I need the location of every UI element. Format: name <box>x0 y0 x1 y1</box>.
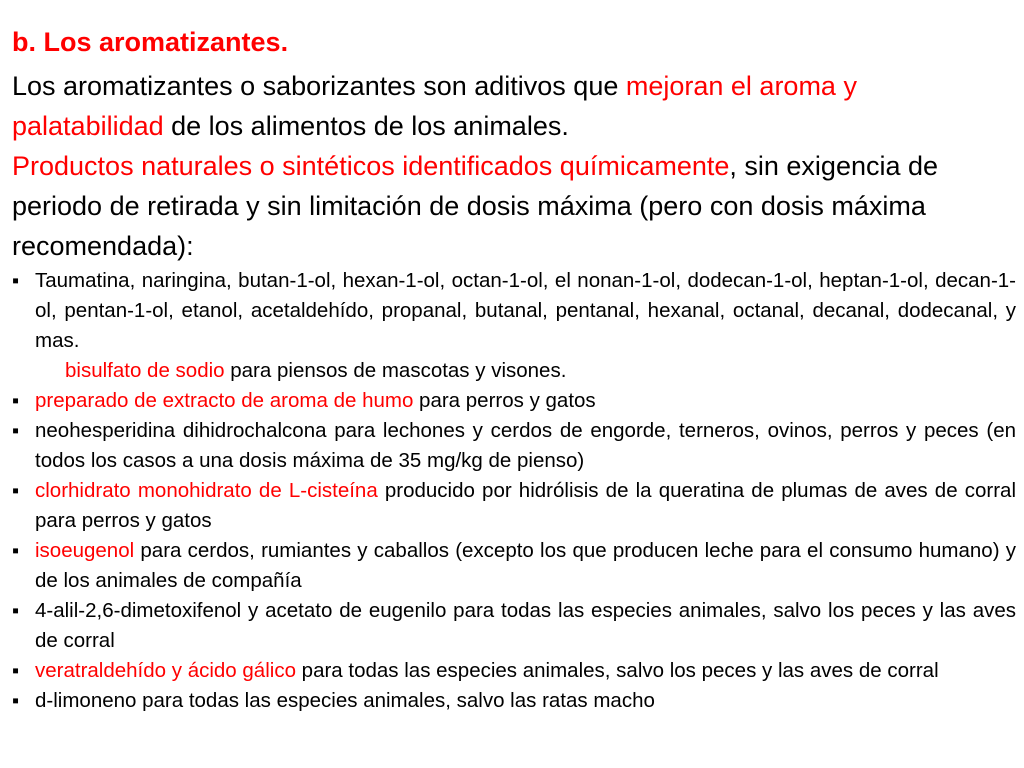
list-item <box>12 476 1016 536</box>
item-text: d-limoneno para todas las especies animales, salvo las ratas macho <box>35 689 655 712</box>
item-text: para perros y gatos <box>413 389 596 412</box>
intro-text: de los alimentos de los animales. <box>163 111 569 141</box>
item-text: para todas las especies animales, salvo los peces y las aves de corral <box>295 659 939 682</box>
intro-text: , sin exigencia de periodo de retirada y sin limitación de dosis máxima (pero con dosis máxima recomendada): <box>12 151 939 261</box>
square-bullet-icon: ▪ <box>12 270 20 292</box>
item-text: para piensos de mascotas y visones. <box>224 359 567 382</box>
item-text: Taumatina, naringina, butan-1-ol, hexan-1-ol, octan-1-ol, el nonan-1-ol, dodecan-1-ol, heptan-1-ol, decan-1-ol, pentan-1-ol, etanol, acetaldehído, propanal, butanal, pentanal, hexanal, octanal, decanal, dodecanal, y mas. <box>35 269 1016 352</box>
item-text: 4-alil-2,6-dimetoxifenol y acetato de eugenilo para todas las especies animales, salvo los peces y las aves de corral <box>35 599 1016 652</box>
intro-highlight: mejoran el aroma y palatabilidad <box>12 71 857 141</box>
list-item <box>12 356 1016 386</box>
item-text: para cerdos, rumiantes y caballos (excepto los que producen leche para el consumo humano) y de los animales de compañía <box>35 539 1016 592</box>
list-item <box>12 686 1016 716</box>
intro-highlight: Productos naturales o sintéticos identificados químicamente <box>12 151 730 181</box>
item-indent <box>35 359 65 382</box>
list-item <box>12 416 1016 476</box>
item-text: producido por hidrólisis de la queratina de plumas de aves de corral para perros y gatos <box>35 479 1016 532</box>
item-highlight: bisulfato de sodio <box>65 359 225 382</box>
intro-paragraph <box>12 66 1016 266</box>
list-item <box>12 596 1016 656</box>
square-bullet-icon: ▪ <box>12 390 20 412</box>
intro-text: Los aromatizantes o saborizantes son aditivos que <box>12 71 626 101</box>
square-bullet-icon: ▪ <box>12 690 20 712</box>
square-bullet-icon: ▪ <box>12 600 20 622</box>
list-item <box>12 386 1016 416</box>
item-highlight: isoeugenol <box>35 539 135 562</box>
item-highlight: veratraldehído y ácido gálico <box>35 659 296 682</box>
list-item <box>12 266 1016 356</box>
square-bullet-icon: ▪ <box>12 480 20 502</box>
square-bullet-icon: ▪ <box>12 540 20 562</box>
flavoring-list <box>12 266 1016 716</box>
item-highlight: preparado de extracto de aroma de humo <box>35 389 414 412</box>
square-bullet-icon: ▪ <box>12 660 20 682</box>
item-text: neohesperidina dihidrochalcona para lechones y cerdos de engorde, terneros, ovinos, perros y peces (en todos los casos a una dosis máxima de 35 mg/kg de pienso) <box>35 419 1016 472</box>
list-item <box>12 536 1016 596</box>
slide-title: b. Los aromatizantes. <box>12 27 289 57</box>
item-highlight: clorhidrato monohidrato de L-cisteína <box>35 479 378 502</box>
square-bullet-icon: ▪ <box>12 420 20 442</box>
list-item <box>12 656 1016 686</box>
